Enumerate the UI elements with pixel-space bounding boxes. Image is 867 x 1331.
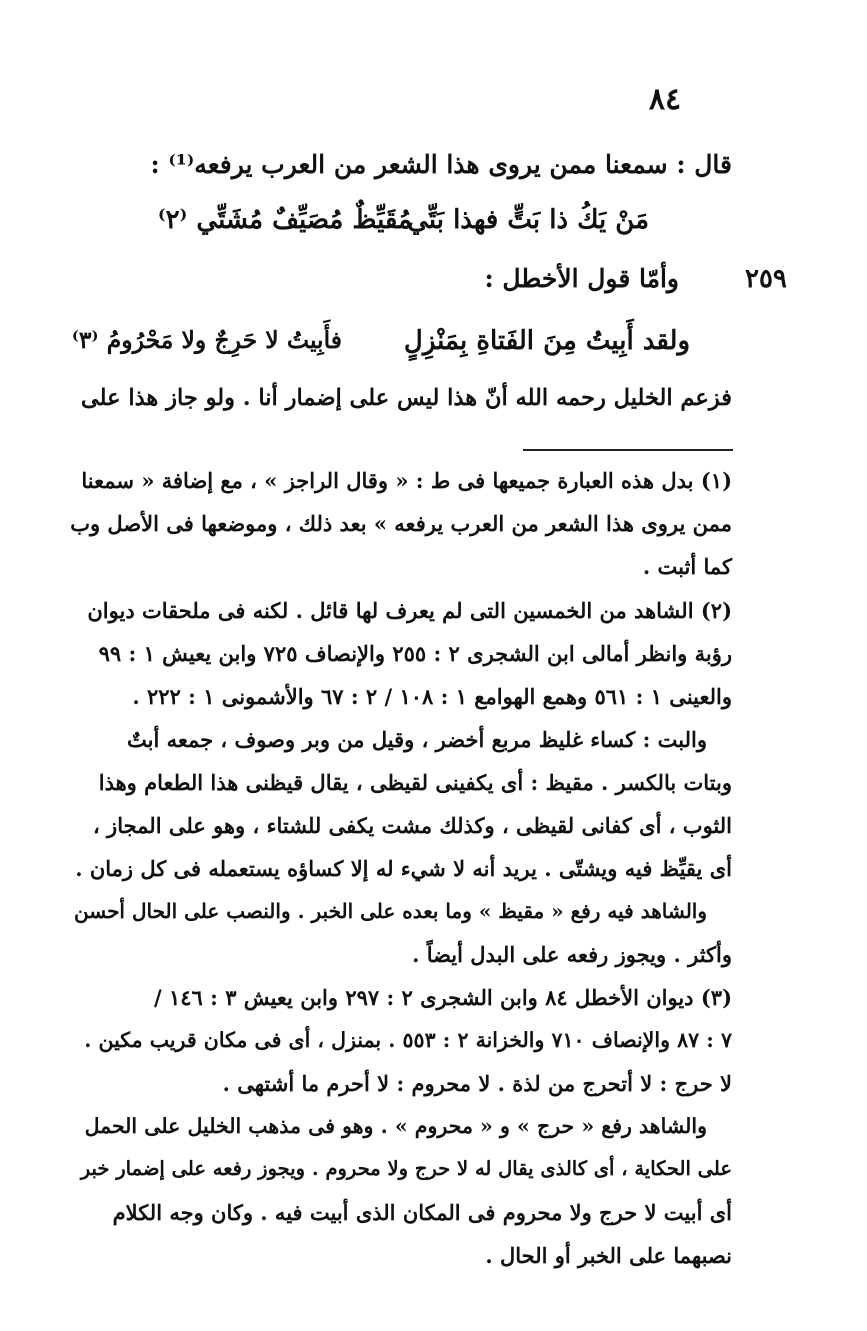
verse-1-hemistich-2: مُقَيِّظٌ مُصَيِّفٌ مُشَتِّي ⁽٢⁾ <box>157 205 412 235</box>
footnote-1-line-3: كما أثبت . <box>642 554 732 579</box>
footnote-2-line-3: والعينى ١ : ٥٦١ وهمع الهوامع ١ : ١٠٨ / ٢ : ٦٧ والأشمونى ١ : ٢٢٢ . <box>132 684 732 709</box>
footnote-3-line-3: لا حرج : لا أتحرج من لذة . لا محروم : لا أحرم ما أشتهى . <box>222 1071 732 1096</box>
footnote-3-line-7: نصبهما على الخبر أو الحال . <box>485 1243 732 1268</box>
verse-2-hemistich-2: فأَبِيتُ لا حَرِجٌ ولا مَحْرُومُ ⁽٣⁾ <box>71 326 342 354</box>
footnote-2-line-8: والشاهد فيه رفع « مقيظ » وما بعده على الخبر . والنصب على الحال أحسن <box>74 899 707 923</box>
footnote-2-line-6: الثوب ، أى كفانى لقيظى ، وكذلك مشت يكفى للشتاء ، وهو على المجاز ، <box>92 813 732 838</box>
margin-line-number: ٢٥٩ <box>745 264 787 294</box>
footnote-2-line-1: (٢) الشاهد من الخمسين التى لم يعرف لها قائل . لكنه فى ملحقات ديوان <box>87 598 732 623</box>
footnote-1-line-2: ممن يروى هذا الشعر من العرب يرفعه » بعد ذلك ، وموضعها فى الأصل وب <box>70 511 732 536</box>
verse-1-hemistich-1: مَنْ يَكُ ذا بَتٍّ فهذا بَتِّي <box>407 205 649 235</box>
footnote-3-line-5: على الحكاية ، أى كالذى يقال له لا حرج ولا محروم . ويجوز رفعه على إضمار خبر <box>80 1157 732 1180</box>
footnote-2-line-5: وبتات بالكسر . مقيظ : أى يكفينى لقيظى ، يقال قيظنى هذا الطعام وهذا <box>98 770 732 795</box>
footnote-1-line-1: (١) بدل هذه العبارة جميعها فى ط : « وقال الراجز » ، مع إضافة « سمعنا <box>81 468 732 493</box>
body-line-1: قال : سمعنا ممن يروى هذا الشعر من العرب يرفعه⁽¹⁾ : <box>150 150 732 179</box>
footnote-3-line-2: ٧ : ٨٧ والإنصاف ٧١٠ والخزانة ٢ : ٥٥٣ . بمنزل ، أى فى مكان قريب مكين . <box>84 1028 732 1052</box>
page-number: ٨٤ <box>648 82 682 117</box>
footnote-2-line-9: وأكثر . ويجوز رفعه على البدل أيضاً . <box>412 942 732 967</box>
body-line-3: فزعم الخليل رحمه الله أنّ هذا ليس على إضمار أنا . ولو جاز هذا على <box>80 385 732 411</box>
footnote-3-line-6: أى أبيت لا حرج ولا محروم فى المكان الذى أبيت فيه . وكان وجه الكلام <box>112 1200 732 1225</box>
footnote-2-line-4: والبت : كساء غليظ مربع أخضر ، وقيل من وبر وصوف ، جمعه أبتٌ <box>127 727 707 752</box>
body-line-2: وأمّا قول الأخطل : <box>484 264 679 293</box>
footnote-separator <box>523 449 733 451</box>
footnote-2-line-7: أى يقيِّظ فيه ويشتّى . يريد أنه لا شيء له إلا كساؤه يستعمله فى كل زمان . <box>75 856 732 881</box>
verse-2-hemistich-1: ولقد أَبِيتُ مِنَ الفَتاةِ بِمَنْزِلٍ <box>403 326 690 356</box>
footnote-3-line-1: (٣) ديوان الأخطل ٨٤ وابن الشجرى ٢ : ٢٩٧ وابن يعيش ٣ : ١٤٦ / <box>154 985 732 1010</box>
footnote-3-line-4: والشاهد رفع « حرج » و « محروم » . وهو فى مذهب الخليل على الحمل <box>84 1114 707 1138</box>
footnote-2-line-2: رؤبة وانظر أمالى ابن الشجرى ٢ : ٢٥٥ والإنصاف ٧٢٥ وابن يعيش ١ : ٩٩ <box>98 641 732 666</box>
